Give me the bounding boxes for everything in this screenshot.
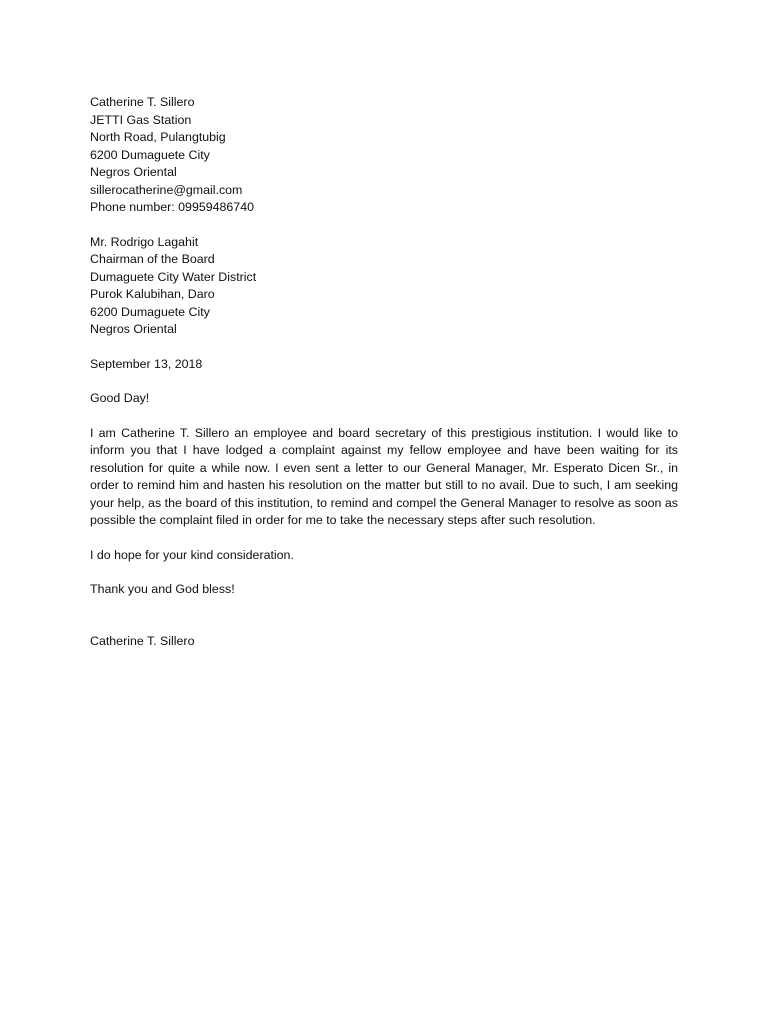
sender-company: JETTI Gas Station: [90, 112, 192, 127]
recipient-title: Chairman of the Board: [90, 252, 215, 266]
recipient-city: 6200 Dumaguete City: [90, 304, 210, 319]
spacer: [90, 530, 678, 547]
sender-city: 6200 Dumaguete City: [90, 147, 210, 162]
spacer: [90, 408, 678, 425]
spacer: [90, 217, 678, 234]
letter-page: [90, 94, 678, 650]
sender-address-block: [90, 94, 678, 217]
sender-province: Negros Oriental: [90, 165, 177, 179]
sender-phone: Phone number: 09959486740: [90, 200, 254, 214]
spacer: [90, 599, 678, 616]
recipient-street: Purok Kalubihan, Daro: [90, 287, 215, 301]
closing-line: Thank you and God bless!: [90, 582, 235, 596]
greeting: Good Day!: [90, 391, 150, 405]
recipient-address-block: [90, 234, 678, 339]
spacer: [90, 564, 678, 581]
sender-name: Catherine T. Sillero: [90, 95, 195, 109]
recipient-organization: Dumaguete City Water District: [90, 269, 257, 284]
consideration-paragraph: I do hope for your kind consideration.: [90, 547, 294, 562]
recipient-name: Mr. Rodrigo Lagahit: [90, 234, 199, 249]
spacer: [90, 616, 678, 633]
sender-email: sillerocatherine@gmail.com: [90, 182, 243, 197]
signature-name: Catherine T. Sillero: [90, 633, 195, 648]
spacer: [90, 373, 678, 390]
spacer: [90, 339, 678, 356]
letter-date: September 13, 2018: [90, 356, 203, 371]
sender-street: North Road, Pulangtubig: [90, 130, 226, 144]
body-paragraph: I am Catherine T. Sillero an employee and board secretary of this prestigious institution. I would like to inform you that I have lodged a complaint against my fellow employee and have been waiting for its resolution for quite a while now. I even sent a letter to our General Manager, Mr. Esperato Dicen Sr., in order to remind him and hasten his resolution on the matter but still to no avail. Due to such, I am seeking your help, as the board of this institution, to remind and compel the General Manager to resolve as soon as possible the complaint filed in order for me to take the necessary steps after such resolution.: [90, 425, 678, 527]
recipient-province: Negros Oriental: [90, 322, 177, 336]
